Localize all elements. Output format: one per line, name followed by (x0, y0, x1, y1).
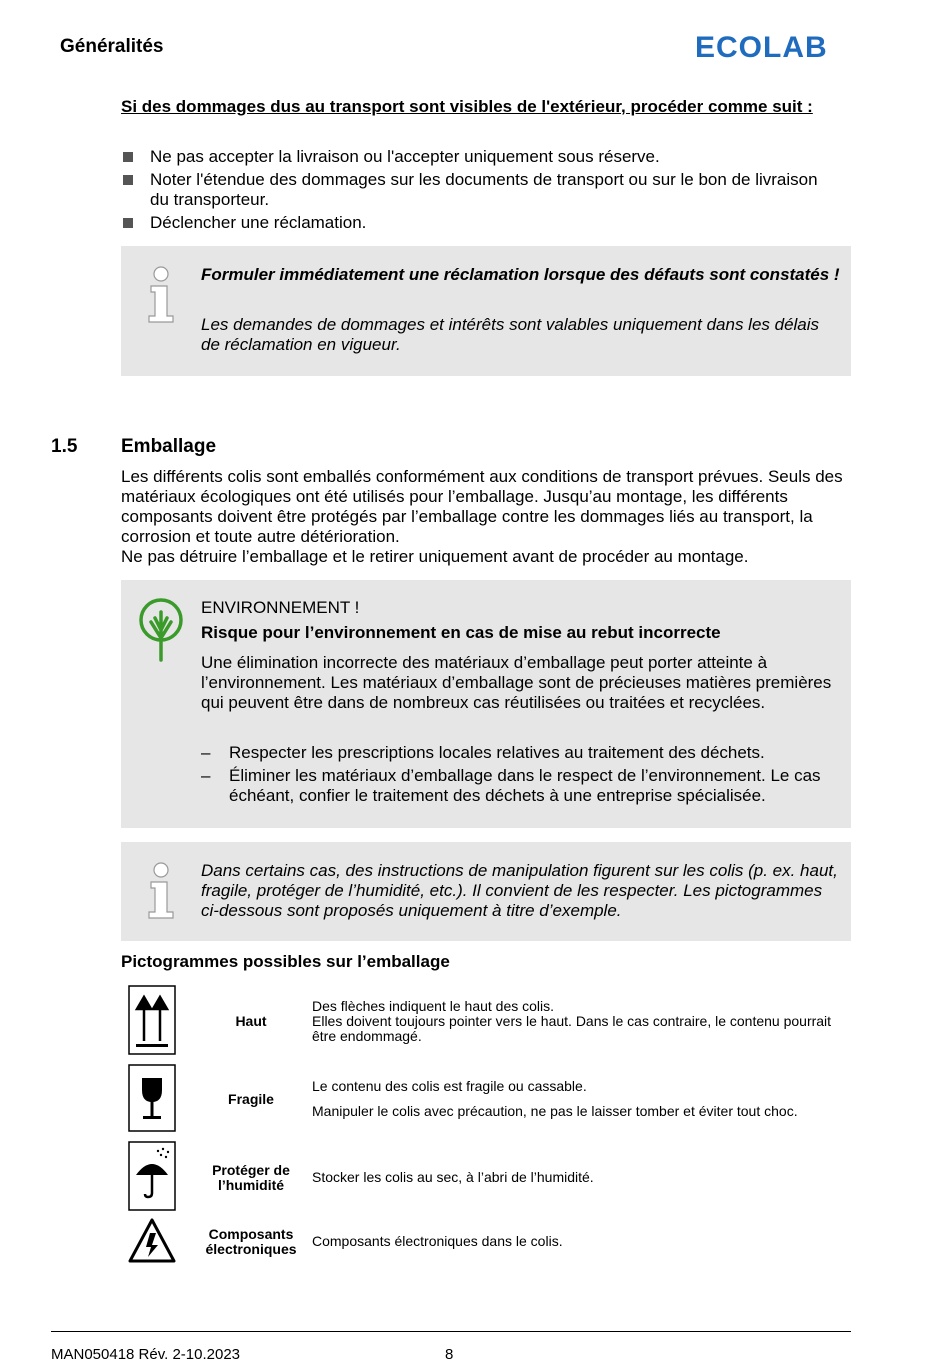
environment-notice (121, 580, 851, 828)
pictogram-label: Protéger de l’humidité (212, 1162, 290, 1193)
section-number: 1.5 (51, 436, 78, 457)
paragraph: Ne pas détruire l’emballage et le retirer uniquement avant de procéder au montage. (121, 547, 749, 566)
list-item-text: Déclencher une réclamation. (150, 213, 367, 232)
info-note-handling (121, 842, 851, 941)
document-reference: MAN050418 Rév. 2-10.2023 (51, 1346, 241, 1363)
list-item-text: Respecter les prescriptions locales relatives au traitement des déchets. (229, 743, 765, 762)
note-body: Dans certains cas, des instructions de manipulation figurent sur les colis (p. ex. haut, fragile, protéger de l’humidité, etc.). Il convient de les respecter. Les pictogrammes ci-dessous sont proposés uniquement à titre d’exemple. (201, 861, 838, 920)
transport-damage-list (121, 147, 841, 236)
list-item (121, 170, 841, 210)
pictogram-description (312, 1170, 842, 1185)
dash-marker: – (201, 743, 211, 762)
tree-icon (137, 598, 185, 662)
list-item (201, 743, 846, 763)
logo-text: ECOLAB (695, 31, 828, 62)
pictograms-heading: Pictogrammes possibles sur l’emballage (121, 952, 450, 971)
list-item-text: Ne pas accepter la livraison ou l'accepter uniquement sous réserve. (150, 147, 660, 166)
info-icon (145, 266, 179, 326)
info-note-claim (121, 246, 851, 376)
note-title: Formuler immédiatement une réclamation lorsque des défauts sont constatés ! (201, 265, 840, 284)
electrical-hazard-icon (128, 1217, 176, 1265)
square-bullet-icon (123, 218, 133, 228)
list-item-text: Éliminer les matériaux d’emballage dans le respect de l’environnement. Le cas échéant, confier le traitement des déchets à une entreprise spécialisée. (229, 766, 821, 805)
desc-line: Le contenu des colis est fragile ou cassable. (312, 1078, 587, 1094)
env-instructions (201, 743, 846, 809)
transport-damage-heading: Si des dommages dus au transport sont visibles de l'extérieur, procéder comme suit : (121, 97, 813, 116)
env-subtitle: Risque pour l’environnement en cas de mise au rebut incorrecte (201, 623, 721, 642)
list-item (121, 213, 841, 233)
square-bullet-icon (123, 152, 133, 162)
dash-marker: – (201, 766, 211, 785)
desc-line: Composants électroniques dans le colis. (312, 1233, 563, 1249)
env-title: ENVIRONNEMENT ! (201, 598, 360, 617)
paragraph: Les différents colis sont emballés conformément aux conditions de transport prévues. Seuls des matériaux écologiques ont été utilisés pour l’emballage. Jusqu’au montage, les différents composants doivent être protégés par l’emballage contre les dommages liés au transport, la corrosion et toute autre détérioration. (121, 467, 843, 546)
pictogram-label: Haut (235, 1013, 267, 1029)
note-body: Les demandes de dommages et intérêts sont valables uniquement dans les délais de réclamation en vigueur. (201, 315, 820, 354)
page-number: 8 (445, 1346, 454, 1363)
ecolab-logo (695, 30, 841, 62)
desc-line: Stocker les colis au sec, à l’abri de l’humidité. (312, 1169, 594, 1185)
umbrella-icon (128, 1141, 176, 1211)
desc-line: Des flèches indiquent le haut des colis. (312, 998, 555, 1014)
pictogram-label: Fragile (228, 1091, 274, 1107)
square-bullet-icon (123, 175, 133, 185)
desc-line: Manipuler le colis avec précaution, ne pas le laisser tomber et éviter tout choc. (312, 1103, 798, 1119)
pictogram-description (312, 1234, 842, 1249)
list-item-text: Noter l'étendue des dommages sur les documents de transport ou sur le bon de livraison du transporteur. (150, 170, 818, 209)
this-way-up-icon (128, 985, 176, 1055)
section-body (121, 467, 851, 567)
section-title: Emballage (121, 436, 217, 457)
list-item (201, 766, 846, 806)
pictogram-description (312, 999, 842, 1044)
pictogram-description (312, 1079, 842, 1119)
info-icon (145, 862, 179, 922)
desc-line: Elles doivent toujours pointer vers le haut. Dans le cas contraire, le contenu pourrait être endommagé. (312, 1013, 832, 1044)
env-body: Une élimination incorrecte des matériaux d’emballage peut porter atteinte à l’environnement. Les matériaux d’emballage sont de précieuses matières premières qui peuvent être dans de nombreux cas réutilisées ou traitées et recyclées. (201, 653, 832, 712)
footer-divider (51, 1331, 851, 1332)
pictogram-label: Composants électroniques (205, 1226, 297, 1257)
fragile-glass-icon (128, 1064, 176, 1132)
list-item (121, 147, 841, 167)
header-title: Généralités (60, 36, 164, 57)
